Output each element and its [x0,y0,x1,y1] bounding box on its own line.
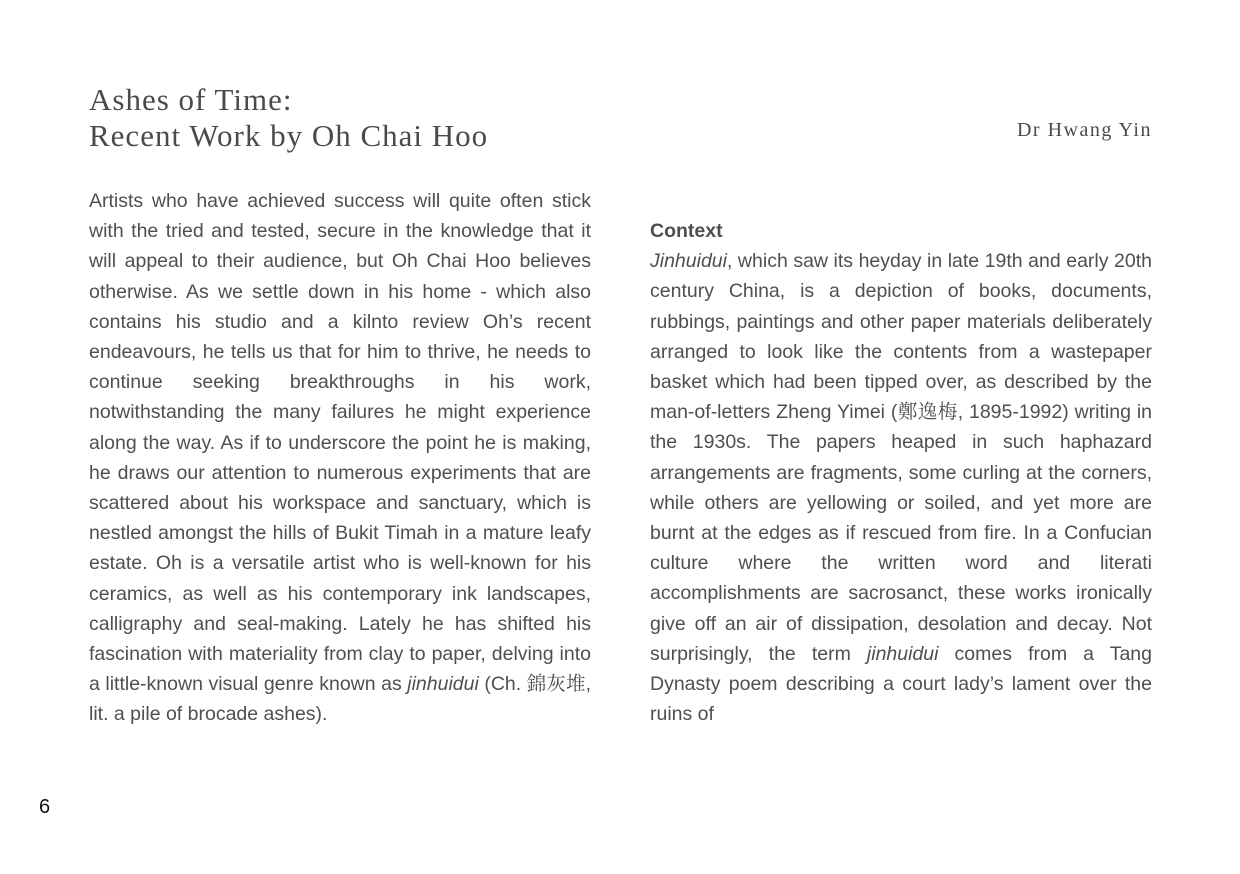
context-italic-term-1: Jinhuidui [650,250,727,273]
right-column [650,216,1152,729]
context-italic-term-2: jinhuidui [866,642,939,665]
left-column [89,186,591,730]
context-heading: Context [650,220,723,242]
author-name: Dr Hwang Yin [1016,119,1152,141]
context-text-1: , which saw its heyday in late 19th and early 20th century China, is a depiction of books, documents, rubbings, paintings and other paper materials deliberately arranged to look like the contents from a wastepaper basket which had been tipped over, as described by the man-of-letters Zheng Yimei (鄭逸梅, 1895-1992) writing in the 1930s. The papers heaped in such haphazard arrangements are fragments, some curling at the corners, while others are yellowing or soiled, and yet more are burnt at the edges as if rescued from fire. In a Confucian culture where the written word and literati accomplishments are sacrosanct, these works ironically give off an air of dissipation, desolation and decay. Not surprisingly, the term [650,250,1152,665]
title-line-1: Ashes of Time: [89,82,293,117]
article-title [89,82,488,154]
context-paragraph [650,246,1152,729]
intro-italic-term: jinhuidui [407,673,479,696]
context-text-2: comes from a Tang Dynasty poem describing a court lady’s lament over the ruins of [650,642,1152,726]
intro-text-1: Artists who have achieved success will quite often stick with the tried and tested, secure in the knowledge that it will appeal to their audience, but Oh Chai Hoo believes otherwise. As we settle down in his home - which also contains his studio and a kilnto review Oh’s recent endeavours, he tells us that for him to thrive, he needs to continue seeking breakthroughs in his work, notwithstanding the many failures he might experience along the way. As if to underscore the point he is making, he draws our attention to numerous experiments that are scattered about his workspace and sanctuary, which is nestled amongst the hills of Bukit Timah in a mature leafy estate. Oh is a versatile artist who is well-known for his ceramics, as well as his contemporary ink landscapes, calligraphy and seal-making. Lately he has shifted his fascination with materiality from clay to paper, delving into a little-known visual genre known as [89,190,591,696]
intro-text-2: (Ch. 錦灰堆, lit. a pile of brocade ashes). [89,673,591,726]
page-number: 6 [39,796,51,818]
intro-paragraph [89,186,591,730]
title-line-2: Recent Work by Oh Chai Hoo [89,118,489,153]
